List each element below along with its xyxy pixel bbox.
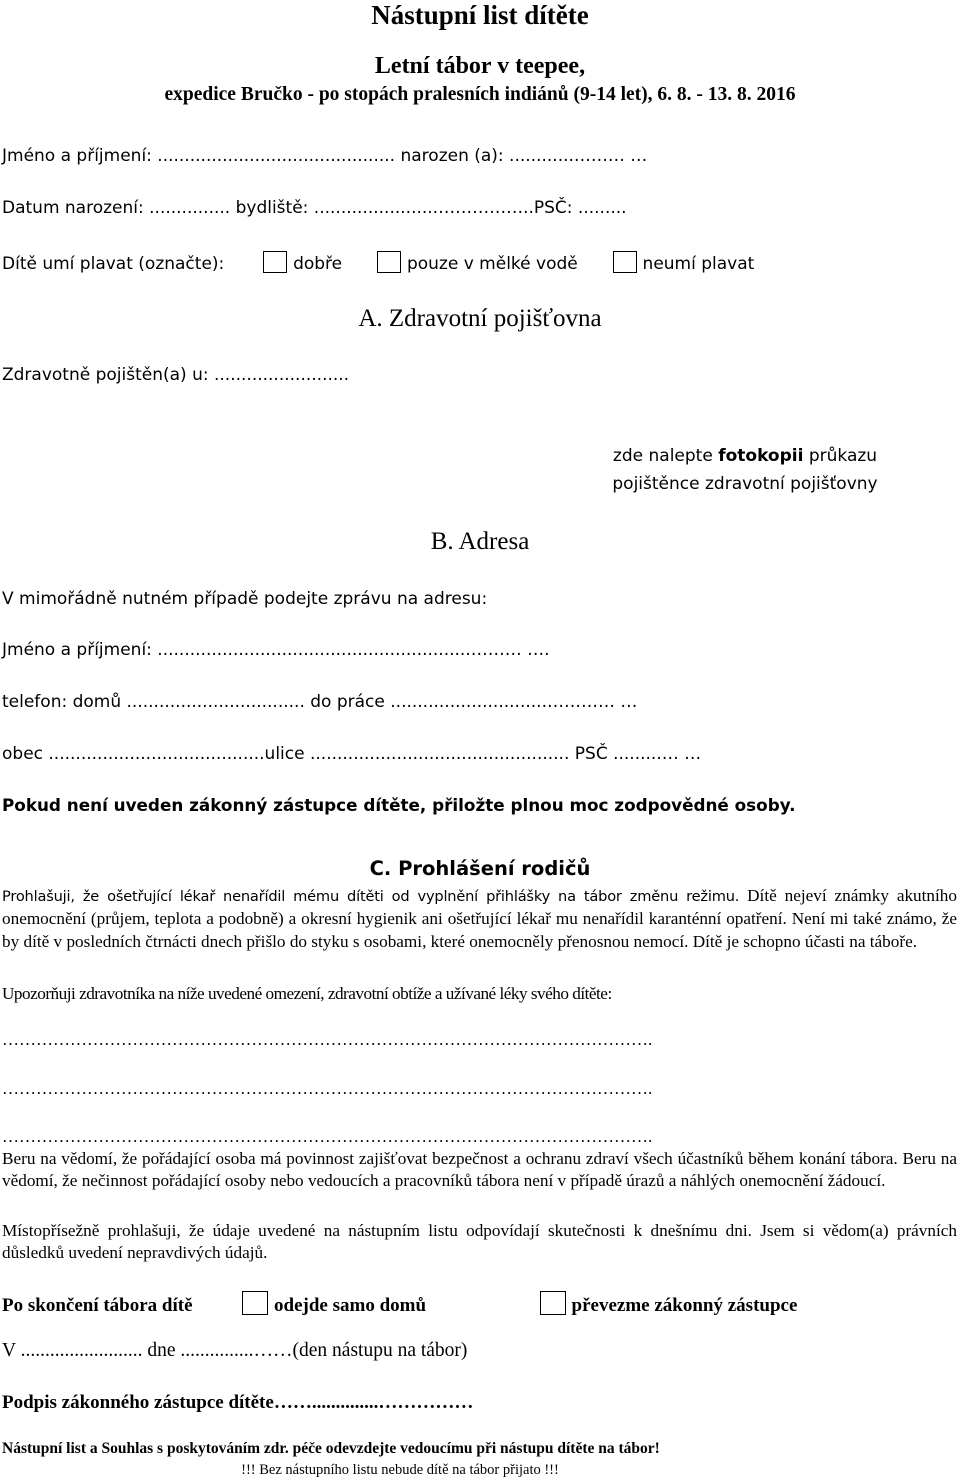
page-title: Nástupní list dítěte: [371, 0, 589, 30]
photo-note-line2: pojištěnce zdravotní pojišťovny: [612, 474, 878, 494]
swim-shallow-checkbox[interactable]: [377, 251, 401, 273]
camp-name: Letní tábor v teepee,: [374, 53, 586, 79]
section-c-heading: C. Prohlášení rodičů: [369, 857, 591, 880]
health-warning-line: Upozorňuji zdravotníka na níže uvedené omezení, zdravotní obtíže a užívané léky svého dítěte:: [2, 984, 612, 1003]
section-b-heading: B. Adresa: [430, 528, 530, 555]
expedition-info: expedice Bručko - po stopách pralesních indiánů (9-14 let), 6. 8. - 13. 8. 2016: [164, 84, 796, 105]
swim-shallow-label: pouze v mělké vodě: [406, 254, 578, 274]
photo-note-suffix: průkazu: [803, 446, 878, 466]
contact-address-line[interactable]: obec ........................................ulice ................................................ PSČ .........… …: [2, 744, 702, 764]
guardian-pickup-checkbox[interactable]: [540, 1291, 566, 1315]
goes-home-alone-checkbox[interactable]: [242, 1291, 268, 1315]
signature-line[interactable]: Podpis zákonného zástupce dítěte……..............……………: [2, 1392, 474, 1413]
health-blank-line-1[interactable]: …………………………………………………………………………………………………….: [2, 1030, 653, 1049]
health-blank-line-2[interactable]: …………………………………………………………………………………………………….: [2, 1079, 653, 1098]
declaration-paragraph: [2, 885, 957, 953]
end-of-camp-row: [2, 1291, 797, 1317]
health-blank-line-3[interactable]: …………………………………………………………………………………………………….: [2, 1127, 653, 1146]
swim-label: Dítě umí plavat (označte):: [2, 254, 225, 274]
goes-home-alone-label: odejde samo domů: [274, 1295, 427, 1316]
photo-note-prefix: zde nalepte: [612, 446, 719, 466]
contact-name-line[interactable]: Jméno a příjmení: ..........................................................……… ….: [2, 640, 550, 660]
address-intro: V mimořádně nutném případě podejte zprávu na adresu:: [2, 589, 488, 609]
swim-good-label: dobře: [293, 254, 343, 274]
proxy-notice: Pokud není uveden zákonný zástupce dítěte, přiložte plnou moc zodpovědné osoby.: [2, 795, 796, 815]
guardian-pickup-label: převezme zákonný zástupce: [571, 1295, 798, 1316]
footer-instructions: Nástupní list a Souhlas s poskytováním zdr. péče odevzdejte vedoucímu při nástupu dítěte na tábor!: [2, 1440, 660, 1457]
swim-row: [2, 251, 754, 274]
swim-none-label: neumí plavat: [642, 254, 755, 274]
section-a-heading: A. Zdravotní pojišťovna: [358, 305, 602, 332]
end-of-camp-label: Po skončení tábora dítě: [2, 1295, 193, 1316]
swim-none-checkbox[interactable]: [613, 251, 637, 273]
safety-paragraph: Beru na vědomí, že pořádající osoba má povinnost zajišťovat bezpečnost a ochranu zdraví všech účastníků během konání tábora. Beru na vědomí, že nečinnost pořádající osoby nebo vedoucích a pracovníků tábora není v případě úrazů a náhlých onemocnění žádoucí.: [2, 1149, 957, 1191]
affirmation-paragraph: Místopřísežně prohlašuji, že údaje uvedené na nástupním listu odpovídají skutečnosti k dnešnímu dni. Jsem si vědom(a) právních důsledků uvedení nepravdivých údajů.: [2, 1221, 957, 1263]
photo-note-bold: fotokopii: [718, 446, 804, 466]
contact-phone-line[interactable]: telefon: domů ................................. do práce .............................………… …: [2, 692, 638, 712]
swim-good-checkbox[interactable]: [263, 251, 287, 273]
place-date-line[interactable]: V ......................... dne ...............……(den nástupu na tábor): [2, 1340, 468, 1361]
child-birth-line[interactable]: Datum narození: ............... bydliště: .......................……………..PSČ: .........: [2, 198, 627, 218]
insurance-line[interactable]: Zdravotně pojištěn(a) u: .........................: [2, 365, 350, 385]
child-name-line[interactable]: Jméno a příjmení: ............................................ narozen (a): ............……… …: [2, 146, 648, 166]
footer-warning: !!! Bez nástupního listu nebude dítě na tábor přijato !!!: [241, 1462, 559, 1478]
declaration-first-sentence: Prohlašuji, že ošetřující lékař nenařídil mému dítěti od vyplnění přihlášky na tábor změnu režimu.: [2, 888, 740, 905]
declaration-rest: Dítě nejeví známky akutního onemocnění (průjem, teplota a podobně) a okresní hygienik ani ošetřující lékař mu nenařídil karanténní opatření. Není mi také známo, že by dítě v posledních čtrnácti dnech přišlo do styku s osobami, které onemocněly přenosnou nemocí. Dítě je schopno účasti na táboře.: [2, 886, 957, 951]
insurance-photo-note: [600, 442, 890, 498]
